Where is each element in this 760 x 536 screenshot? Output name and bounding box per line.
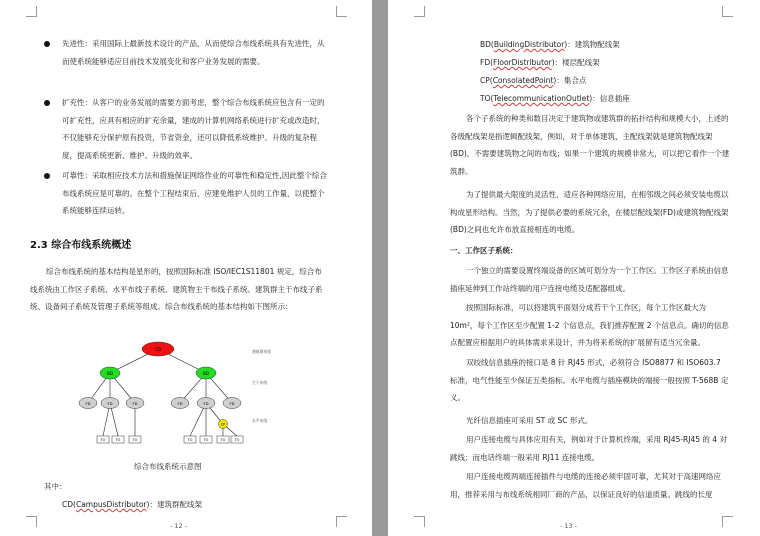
bd-node-label: BD — [203, 371, 209, 376]
crop-mark — [414, 6, 425, 17]
page-number: - 12 - — [170, 522, 188, 530]
to-node-label: TO — [132, 438, 138, 442]
right-page — [388, 0, 760, 536]
bullet-dot — [44, 41, 50, 47]
to-node-label: TO — [100, 438, 106, 442]
to-node-label: TO — [115, 438, 121, 442]
crop-mark — [722, 516, 733, 527]
subsection-heading: 一、工作区子系统： — [450, 246, 518, 255]
to-node-label: TO — [187, 438, 193, 442]
to-node-label: TO — [234, 438, 240, 442]
side-label: 主干布线 — [252, 380, 268, 385]
bullet-expandable — [62, 94, 328, 164]
fd-node-label: FD — [107, 401, 113, 406]
fd-node-label: FD — [229, 401, 235, 406]
bullet-text: 采取相应技术方法和措施保证网络作业的可靠性和稳定性,因此整个综合布线系统应是可靠的。在整个工程结束后，应建免维护人员的工作量，以使整个系统能够连续运转。 — [62, 171, 327, 215]
definition-cd: CD(CampusDistributor)：建筑群配线架 — [62, 500, 202, 509]
bullet-label: 扩充性： — [62, 98, 92, 107]
crop-mark — [26, 6, 37, 17]
paragraph-structure: 各个子系统的种类和数目决定于建筑物或建筑群的拓扑结构和规模大小，上述的各级配线架是指逻辑配线架，例如，对于单体建筑，主配线架就是建筑物配线架(BD)，不需要建筑物之间的布线；如果一个建筑的规模非常大，可以把它看作一个建筑群。 — [450, 114, 730, 176]
definition-to: TO(TelecommunicationOutlet)：信息插座 — [480, 94, 630, 103]
bullet-text: 采用国际上最新技术设计的产品，从而使综合布线系统具有先进性，从而使系统能够适应目前技术发展变化和客户业务发展的需要。 — [62, 39, 325, 66]
definition-bd: BD(BuildingDistributor)：建筑物配线架 — [480, 40, 620, 49]
cabling-diagram — [60, 338, 280, 453]
fd-node-label: FD — [203, 401, 209, 406]
fd-node-label: FD — [85, 401, 91, 406]
figure-caption: 综合布线系统示意图 — [134, 462, 202, 471]
crop-mark — [414, 516, 425, 527]
crop-mark — [722, 6, 733, 17]
definition-fd: FD(FloorDistributor)：楼层配线架 — [480, 58, 600, 67]
left-page — [0, 0, 372, 536]
fd-node-label: FD — [177, 401, 183, 406]
bullet-text: 从客户的业务发展的需要方面考虑，整个综合布线系统应包含有一定的可扩充性，应具有相应的扩充余量，建成的计算机网络系统进行扩充或改造时，不仅能够充分保护原有投资，节省资金，还可以降低系统维护、升级的复杂程度，提高系统更新、维护、升级的效率。 — [62, 98, 325, 160]
page-number: - 13 - — [560, 522, 578, 530]
cd-node-label: CD — [155, 347, 161, 352]
bullet-advanced — [62, 35, 328, 70]
bullet-reliable — [62, 167, 328, 220]
paragraph-flexibility: 为了提供最大限度的灵活性，适应各种网络应用，在相邻级之间必须安装电缆以构成星形结构。当然，为了提供必要的系统冗余，在楼层配线架(FD)或建筑物配线架(BD)之间也允许布放直接相连的电缆。 — [450, 190, 729, 234]
bullet-label: 先进性： — [62, 39, 92, 48]
intro-paragraph: 综合布线系统的基本结构是星形的，按照国际标准 ISO/IEC1S11801 规定，综合布线系统由工作区子系统、水平布线子系统、建筑物主干布线子系统、建筑群主干布线子系统、设备间子系统及管理子系统等组成。综合布线系统的基本结构如下图所示： — [30, 267, 323, 311]
crop-mark — [336, 6, 347, 17]
side-label: 建筑群布线 — [252, 349, 271, 354]
paragraph-work-area: 一个独立的需要设置终端设备的区域可划分为一个工作区。工作区子系统由信息插座延伸到工作站终端的用户连接电缆及适配器组成。 — [450, 266, 729, 293]
paragraph-connector: 用户连接电缆两端连接插件与电缆的连接必须牢固可靠，尤其对于高速网络应用，推荐采用与布线系统相同厂商的产品，以保证良好的信道质量。跳线的长度 — [450, 472, 721, 499]
bullet-dot — [44, 173, 50, 179]
bullet-label: 可靠性： — [62, 171, 92, 180]
fd-node-label: FD — [132, 401, 138, 406]
paragraph-info-points: 按照国际标准，可以将建筑平面划分成若干个工作区，每个工作区最大为 10m²，每个工作区至少配置 1-2 个信息点，我们推荐配置 2 个信息点。确切的信息点配置应根据用户的具体需求来设计，并为将来系统的扩展留有适当冗余量。 — [450, 303, 729, 347]
paragraph-user-cable: 用户连接电缆与具体应用有关，例如对于计算机终端，采用 RJ45-RJ45 的 4 对跳线；而电话终端一般采用 RJ11 连接电缆。 — [450, 435, 727, 462]
side-label: 水平布线 — [252, 418, 268, 423]
to-node-label: TO — [220, 438, 226, 442]
bd-node-label: BD — [107, 371, 113, 376]
definition-cp: CP(ConsolatedPoint)：集合点 — [480, 76, 587, 85]
cp-node-label: CP — [220, 422, 226, 427]
diagram-links — [88, 349, 235, 436]
crop-mark — [336, 516, 347, 527]
bullet-dot — [44, 100, 50, 106]
to-node-label: TO — [203, 438, 209, 442]
paragraph-rj45: 双绞线信息插座的接口是 8 针 RJ45 形式，必须符合 ISO8877 和 ISO603.7 标准，电气性能至少保证五类指标。水平电缆与插座模块的端接一般按照 T-568B 定义。 — [450, 358, 729, 402]
crop-mark — [26, 516, 37, 527]
where-label: 其中： — [44, 482, 67, 491]
section-heading: 2.3 综合布线系统概述 — [30, 240, 132, 251]
paragraph-fiber: 光纤信息插座可采用 ST 或 SC 形式。 — [466, 416, 593, 425]
